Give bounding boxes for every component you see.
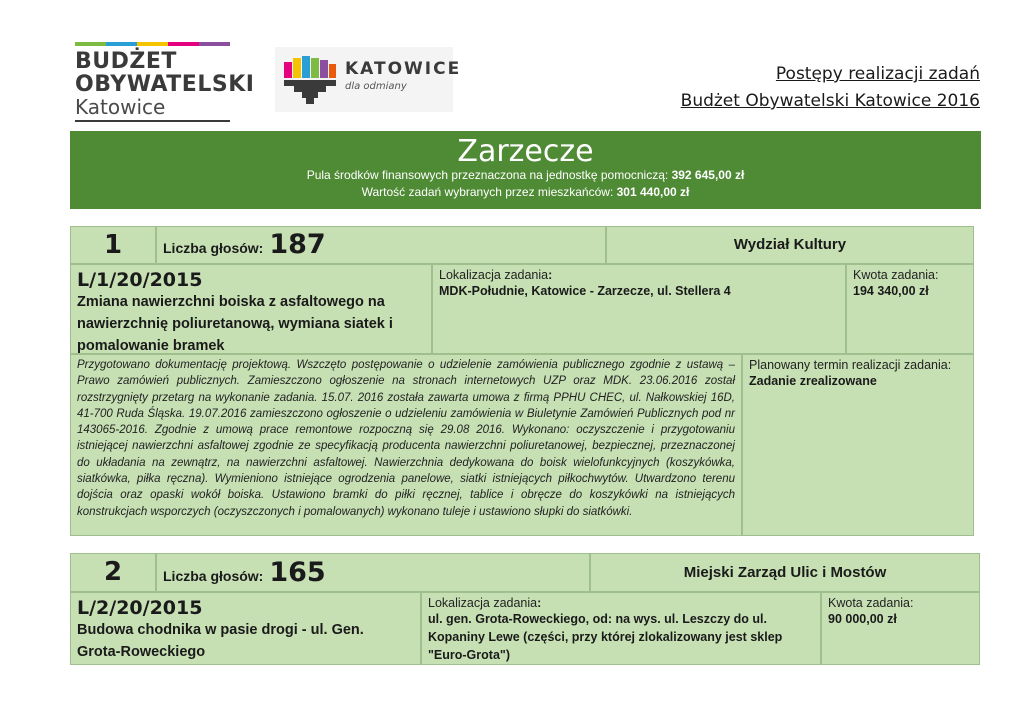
amount-value: 194 340,00 zł — [853, 284, 929, 298]
amount-label: Kwota zadania: — [853, 268, 939, 282]
district-pool — [70, 167, 981, 184]
task-location-cell — [421, 592, 821, 665]
votes-count: 187 — [269, 229, 326, 260]
deadline-label: Planowany termin realizacji zadania: — [749, 358, 952, 372]
katowice-name: KATOWICE — [345, 59, 462, 79]
task-number: 2 — [70, 553, 156, 592]
selected-label: Wartość zadań wybranych przez mieszkańców: — [361, 185, 614, 199]
pool-value: 392 645,00 zł — [671, 168, 745, 182]
location-value: MDK-Południe, Katowice - Zarzecze, ul. Stellera 4 — [439, 284, 731, 298]
task-code: L/2/20/2015 — [77, 597, 203, 619]
logo-line3: Katowice — [75, 95, 166, 119]
task-amount-cell — [846, 264, 974, 354]
district-name: Zarzecze — [457, 134, 594, 169]
votes-label: Liczba głosów: — [163, 240, 264, 256]
logo-color-bars — [75, 42, 230, 46]
district-banner — [70, 131, 981, 209]
task-location-cell — [432, 264, 846, 354]
task-description-cell — [70, 354, 742, 536]
task-info-cell — [70, 264, 432, 354]
task-department: Wydział Kultury — [606, 226, 974, 264]
deadline-value: Zadanie zrealizowane — [749, 374, 877, 388]
district-selected — [70, 184, 981, 201]
selected-value: 301 440,00 zł — [616, 185, 690, 199]
amount-value: 90 000,00 zł — [828, 612, 897, 626]
task-code: L/1/20/2015 — [77, 269, 203, 291]
amount-label: Kwota zadania: — [828, 596, 914, 610]
task-description: Przygotowano dokumentację projektową. Wszczęto postępowanie o udzielenie zamówienia publicznego zgodnie z ustawą – Prawo zamówień publicznych. Zamieszczono ogłoszenie na stronach internetowych UZP oraz MDK. 23.06.2016 został rozstrzygnięty przetarg na wykonanie zadania. 15.07. 2016 została zawarta umowa z firmą PPHU CHEC, ul. Nałkowskiej 16D, 41-700 Ruda Śląska. 19.07.2016 zamieszczono ogłoszenie o udzieleniu zamówienia w Biuletynie Zamówień Publicznych pod nr 143065-2016. Zgodnie z umową prace remontowe rozpoczną się 29.08 2016. Wykonano: oczyszczenie i przygotowaniu istniejącej nawierzchni asfaltowej zgodnie ze specyfikacją producenta nawierzchni poliuretanowej, bezpiecznej, przeznaczonej do układania na zewnątrz, na nawierzchni asfaltowej. Nawierzchnia dedykowana do boisk wielofunkcyjnych (koszykówka, siatkówka, piłka ręczna). Wymieniono istniejące ogrodzenia panelowe, siatki istniejących piłkochwytów. Utwardzono terenu dojścia oraz opaski wokół boiska. Ustawiono bramki do piłki ręcznej, tablice i obręcze do koszykówki na istniejących konstrukcjach wsporczych (oczyszczonych i pomalowanych) wykonano tuleje i ustawiono słupki do siatkówki. — [77, 359, 735, 518]
location-label: Lokalizacja zadania: — [428, 596, 542, 610]
task-deadline-cell — [742, 354, 974, 536]
task-amount-cell — [821, 592, 980, 665]
pool-label: Pula środków finansowych przeznaczona na jednostkę pomocniczą: — [306, 168, 669, 182]
task-title: Budowa chodnika w pasie drogi - ul. Gen. Grota-Roweckiego — [77, 622, 364, 660]
logo-underline — [75, 120, 230, 122]
task-votes-cell — [156, 226, 606, 264]
location-value: ul. gen. Grota-Roweckiego, od: na wys. ul. Leszczy do ul. Kopaniny Lewe (części, przy której zlokalizowany jest sklep "Euro-Grota") — [428, 612, 783, 662]
katowice-logo — [275, 47, 462, 112]
task-info-cell — [70, 592, 421, 665]
task-title: Zmiana nawierzchni boiska z asfaltowego na nawierzchnię poliuretanową, wymiana siatek i pomalowanie bramek — [77, 294, 393, 354]
task-department: Miejski Zarząd Ulic i Mostów — [590, 553, 980, 592]
page-subtitle: Budżet Obywatelski Katowice 2016 — [680, 91, 980, 111]
logo-line2: OBYWATELSKI — [75, 72, 255, 97]
task-number: 1 — [70, 226, 156, 264]
page-title: Postępy realizacji zadań — [775, 64, 980, 84]
location-label: Lokalizacja zadania: — [439, 268, 553, 282]
votes-label: Liczba głosów: — [163, 568, 264, 584]
task-votes-cell — [156, 553, 590, 592]
budzet-obywatelski-logo — [75, 42, 255, 122]
logo-line1: BUDŻET — [75, 49, 177, 74]
katowice-tagline: dla odmiany — [345, 81, 407, 92]
votes-count: 165 — [269, 557, 326, 588]
katowice-emblem-icon — [282, 54, 338, 106]
